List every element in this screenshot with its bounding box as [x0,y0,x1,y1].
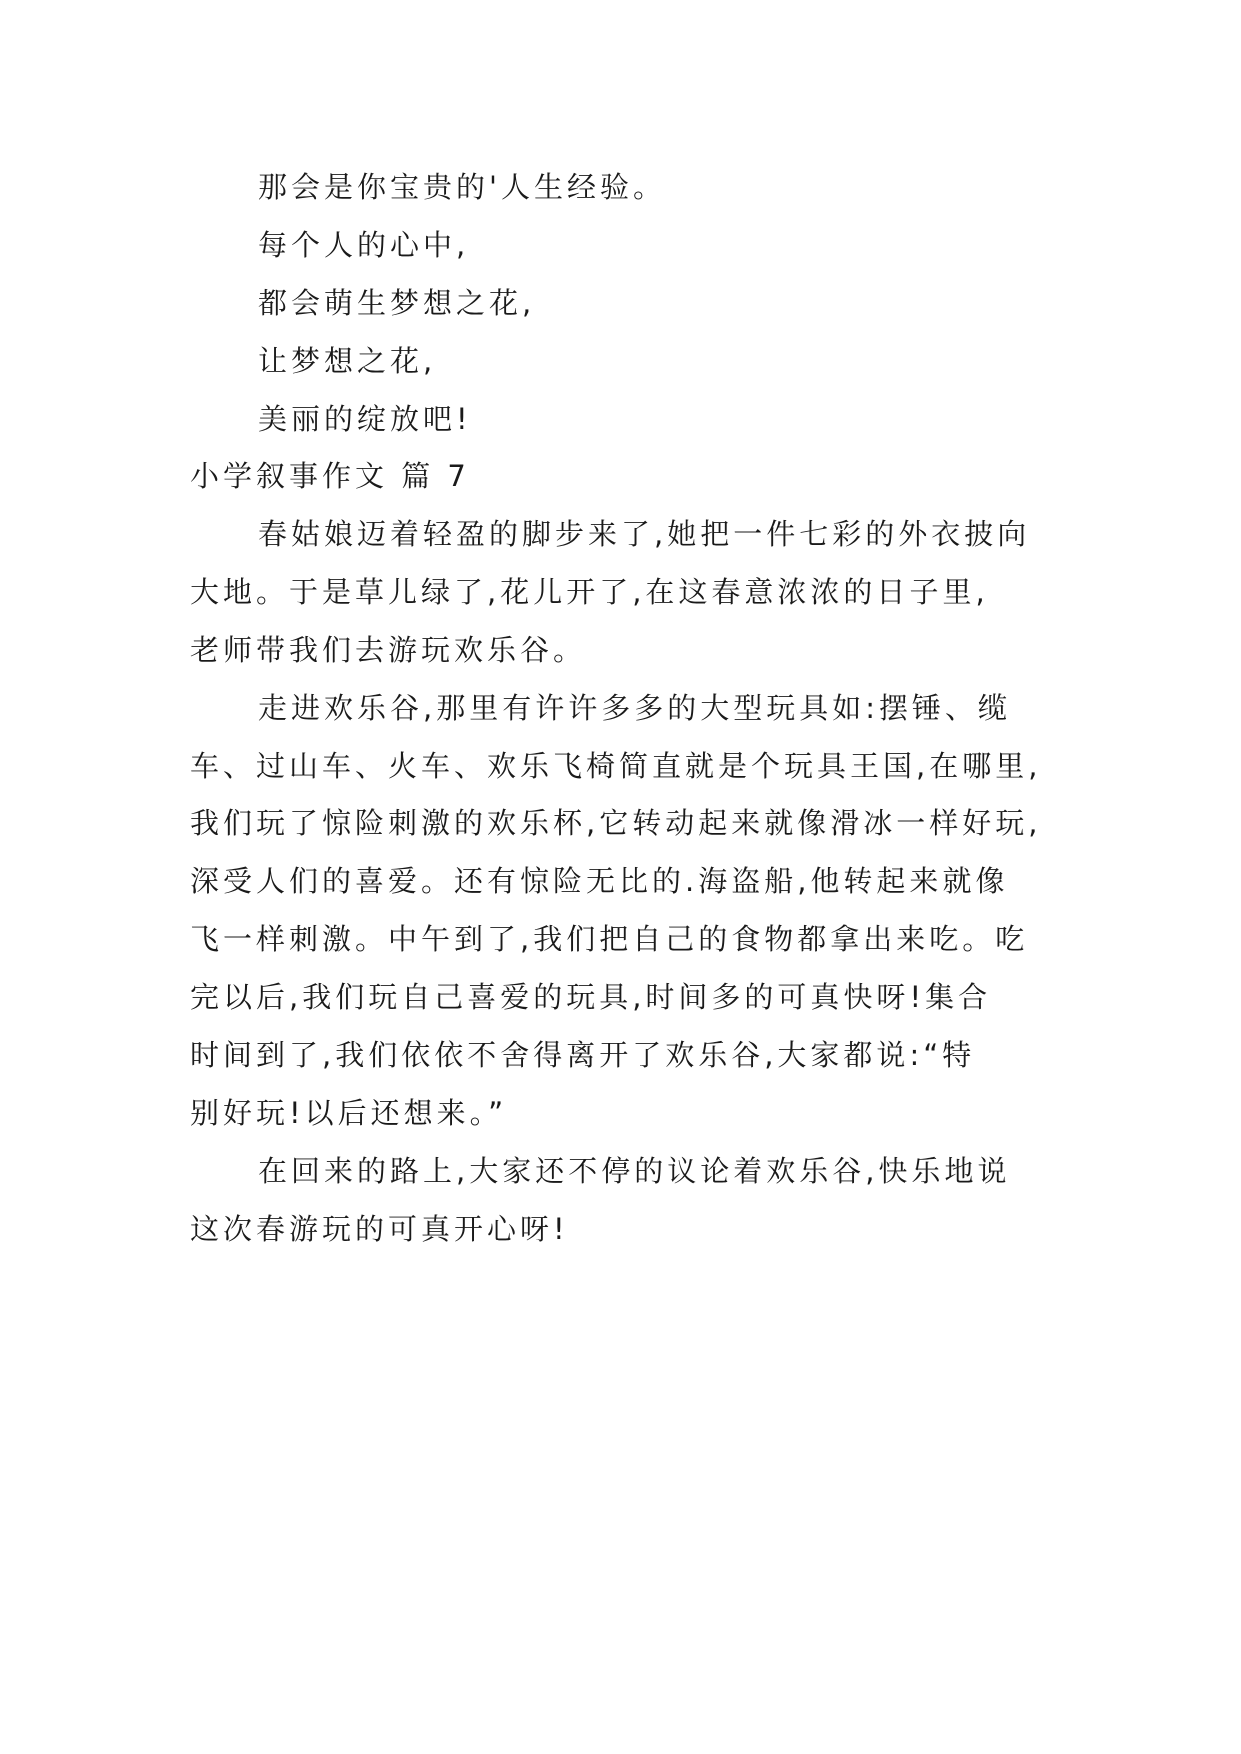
paragraph-line: 我们玩了惊险刺激的欢乐杯,它转动起来就像滑冰一样好玩, [190,806,1042,840]
paragraph-line: 别好玩!以后还想来。” [190,1096,508,1130]
paragraph-line: 在回来的路上,大家还不停的议论着欢乐谷,快乐地说 [258,1154,1011,1188]
poem-line: 那会是你宝贵的'人生经验。 [258,170,666,204]
paragraph-line: 车、过山车、火车、欢乐飞椅简直就是个玩具王国,在哪里, [190,749,1042,783]
section-heading: 小学叙事作文 篇 7 [190,459,470,493]
paragraph-line: 春姑娘迈着轻盈的脚步来了,她把一件七彩的外衣披向 [258,517,1031,551]
paragraph-line: 走进欢乐谷,那里有许许多多的大型玩具如:摆锤、缆 [258,691,1011,725]
poem-line: 每个人的心中, [258,228,470,262]
poem-line: 让梦想之花, [258,344,437,378]
paragraph-line: 老师带我们去游玩欢乐谷。 [190,633,587,667]
paragraph-line: 这次春游玩的可真开心呀! [190,1212,569,1246]
paragraph-line: 完以后,我们玩自己喜爱的玩具,时间多的可真快呀!集合 [190,980,992,1014]
paragraph-line: 飞一样刺激。中午到了,我们把自己的食物都拿出来吃。吃 [190,922,1029,956]
poem-line: 美丽的绽放吧! [258,402,472,436]
paragraph-line: 大地。于是草儿绿了,花儿开了,在这春意浓浓的日子里, [190,575,989,609]
poem-line: 都会萌生梦想之花, [258,286,536,320]
paragraph-line: 时间到了,我们依依不舍得离开了欢乐谷,大家都说:“特 [190,1038,976,1072]
paragraph-line: 深受人们的喜爱。还有惊险无比的.海盗船,他转起来就像 [190,864,1009,898]
